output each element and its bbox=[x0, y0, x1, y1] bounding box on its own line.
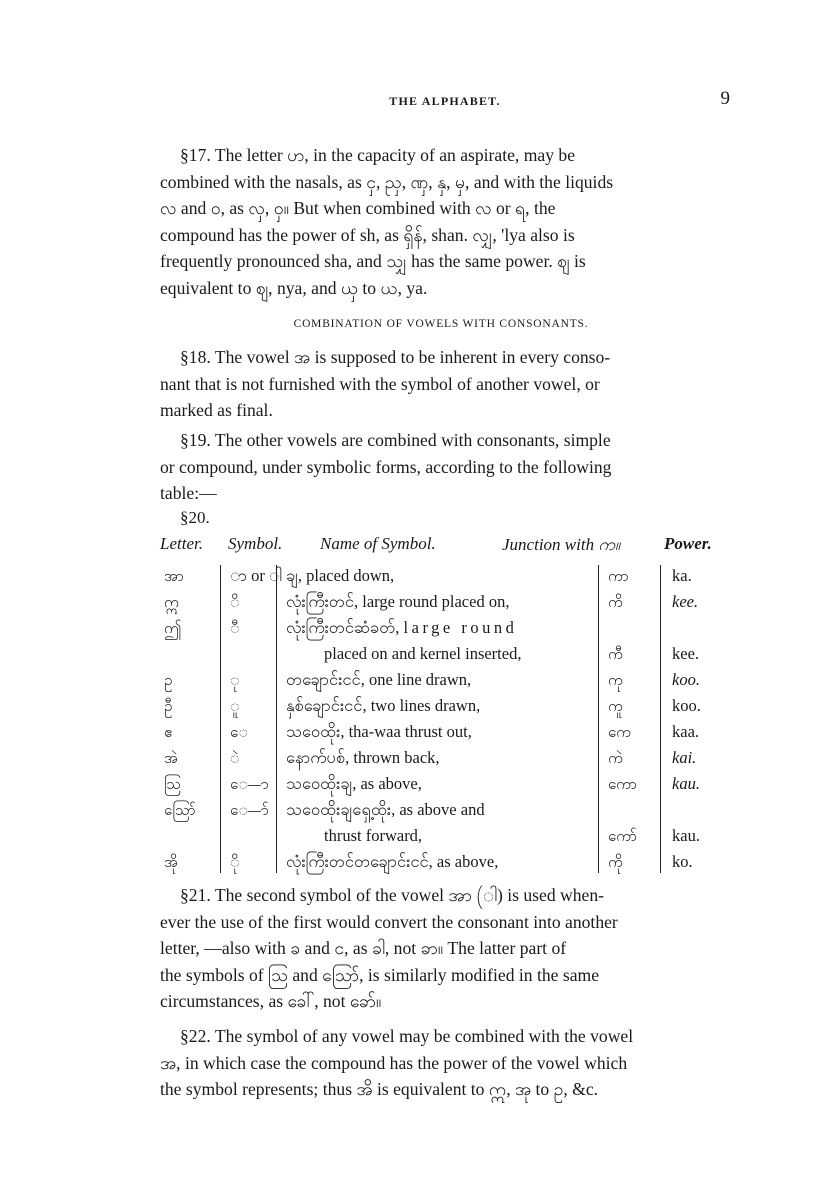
cell-letter: အို bbox=[164, 853, 178, 871]
cell-power: kaa. bbox=[672, 722, 700, 741]
running-title: THE ALPHABET. bbox=[389, 94, 501, 108]
cell-name: နောက်ပစ်, thrown back, bbox=[286, 748, 440, 767]
table-row bbox=[160, 693, 732, 719]
paragraph-22 bbox=[160, 1023, 722, 1103]
cell-symbol: ာ or ါ bbox=[230, 566, 283, 585]
cell-symbol: ေ—ာ bbox=[230, 775, 269, 793]
cell-junction: ကိ bbox=[608, 593, 623, 611]
table-row bbox=[160, 771, 732, 797]
cell-name: တချောင်းငင်, one line drawn, bbox=[286, 670, 472, 689]
table-row bbox=[160, 563, 732, 589]
table-row bbox=[160, 641, 732, 667]
paragraph-line: marked as final. bbox=[160, 400, 273, 420]
cell-letter: ဦ bbox=[164, 697, 173, 715]
cell-symbol: ဲ bbox=[230, 749, 240, 767]
table-row bbox=[160, 719, 732, 745]
header-junction: Junction with က။ bbox=[502, 535, 621, 554]
cell-symbol: ေ—ာ် bbox=[230, 801, 269, 819]
paragraph-line: §21. The second symbol of the vowel အာ (ါ) is used when- bbox=[180, 885, 604, 905]
section-heading: COMBINATION OF VOWELS WITH CONSONANTS. bbox=[293, 318, 589, 330]
paragraph-line: equivalent to ဈ, nya, and ယှ to ယ, ya. bbox=[160, 277, 428, 298]
cell-power: kee. bbox=[672, 592, 699, 611]
cell-junction: ကို bbox=[608, 853, 623, 871]
cell-name-english: large round bbox=[403, 618, 518, 637]
cell-letter: ဣ bbox=[164, 593, 179, 611]
cell-name: သဝေထိုးချ, as above, bbox=[286, 774, 422, 793]
table-row bbox=[160, 823, 732, 849]
cell-power: kau. bbox=[672, 826, 700, 845]
cell-name: သဝေထိုးချရှေ့ထိုး, as above and bbox=[286, 800, 485, 819]
paragraph-line: frequently pronounced sha, and သျှ has the same power. ဈ is bbox=[160, 251, 586, 271]
paragraph-line: §22. The symbol of any vowel may be combined with the vowel bbox=[180, 1026, 634, 1046]
section-20-label: §20. bbox=[180, 508, 210, 527]
cell-name: သဝေထိုး, tha-waa thrust out, bbox=[286, 722, 472, 741]
cell-power: koo. bbox=[672, 696, 701, 715]
cell-junction: ကော bbox=[608, 775, 637, 793]
paragraph-line: table:— bbox=[160, 483, 217, 503]
cell-name: thrust forward, bbox=[324, 826, 423, 845]
cell-power: ko. bbox=[672, 852, 693, 871]
table-row bbox=[160, 745, 732, 771]
paragraph-line: combined with the nasals, as ငှ, ညှ, ဏှ, နှ, မှ, and with the liquids bbox=[160, 171, 614, 192]
page-number: 9 bbox=[720, 88, 730, 109]
paragraph-line: ever the use of the first would convert the consonant into another bbox=[160, 911, 618, 932]
cell-junction: ကာ bbox=[608, 567, 629, 585]
paragraph-line: or compound, under symbolic forms, according to the following bbox=[160, 456, 612, 477]
cell-name: နှစ်ချောင်းငင်, two lines drawn, bbox=[286, 696, 481, 715]
cell-symbol: ေ bbox=[230, 723, 248, 741]
paragraph-line: အ, in which case the compound has the power of the vowel which bbox=[160, 1052, 628, 1073]
paragraph-line: §19. The other vowels are combined with consonants, simple bbox=[180, 430, 611, 450]
table-row bbox=[160, 615, 732, 641]
cell-name: လုံးကြီးတင်တချောင်းငင်, as above, bbox=[286, 852, 499, 871]
paragraph-line: §18. The vowel အ is supposed to be inherent in every conso- bbox=[180, 347, 611, 367]
cell-power: kau. bbox=[672, 774, 700, 793]
cell-junction: ကု bbox=[608, 671, 623, 689]
cell-letter: ဧ bbox=[164, 723, 173, 741]
cell-junction: ကော် bbox=[608, 827, 637, 845]
cell-junction: ကဲ bbox=[608, 749, 623, 767]
paragraph-21 bbox=[160, 882, 722, 1015]
cell-power: kee. bbox=[672, 644, 700, 663]
cell-symbol: ီ bbox=[230, 619, 240, 637]
cell-name bbox=[286, 615, 517, 641]
cell-symbol: ိ bbox=[230, 593, 240, 611]
cell-symbol: ု bbox=[230, 671, 240, 689]
cell-letter: ဥ bbox=[164, 671, 173, 689]
cell-letter: ဪ bbox=[164, 801, 196, 819]
paragraph-line: circumstances, as ခေါ်, not ခော်။ bbox=[160, 991, 382, 1011]
header-symbol: Symbol. bbox=[228, 534, 283, 553]
paragraph-line: nant that is not furnished with the symbol of another vowel, or bbox=[160, 373, 600, 394]
cell-name-burmese: လုံးကြီးတင်ဆံခတ်, bbox=[286, 618, 404, 637]
cell-letter: အာ bbox=[164, 567, 184, 585]
cell-junction: ကီ bbox=[608, 645, 623, 663]
table-header bbox=[160, 534, 732, 558]
cell-junction: ကေ bbox=[608, 723, 631, 741]
table-row bbox=[160, 849, 732, 875]
paragraph-18 bbox=[160, 344, 722, 424]
header-letter: Letter. bbox=[160, 534, 203, 553]
cell-letter: ဤ bbox=[164, 619, 182, 637]
cell-power: ka. bbox=[672, 566, 692, 585]
vowel-symbol-table bbox=[160, 563, 732, 877]
table-row bbox=[160, 797, 732, 823]
paragraph-line: လ and ဝ, as လှ, ဝှ။ But when combined with လ or ရ, the bbox=[160, 198, 556, 218]
table-row bbox=[160, 589, 732, 615]
paragraph-line: compound has the power of sh, as ရှိန်, shan. လျှ, 'lya also is bbox=[160, 224, 575, 245]
cell-letter: ဩ bbox=[164, 775, 182, 793]
paragraph-line: the symbol represents; thus အိ is equivalent to ဣ, အု to ဥ, &c. bbox=[160, 1079, 599, 1099]
paragraph-line: the symbols of ဩ and ဪ, is similarly modified in the same bbox=[160, 964, 600, 985]
header-power: Power. bbox=[664, 534, 712, 553]
cell-symbol: ူ bbox=[230, 697, 240, 715]
cell-junction: ကူ bbox=[608, 697, 623, 715]
cell-power: kai. bbox=[672, 748, 697, 767]
cell-name: ချ, placed down, bbox=[286, 566, 395, 585]
paragraph-17 bbox=[160, 142, 722, 301]
cell-name: placed on and kernel inserted, bbox=[324, 644, 522, 663]
cell-name: လုံးကြီးတင်, large round placed on, bbox=[286, 592, 510, 611]
cell-letter: အဲ bbox=[164, 749, 178, 767]
cell-power: koo. bbox=[672, 670, 700, 689]
header-name: Name of Symbol. bbox=[320, 534, 436, 553]
paragraph-19 bbox=[160, 427, 722, 507]
paragraph-line: §17. The letter ဟ, in the capacity of an aspirate, may be bbox=[180, 145, 576, 165]
table-row bbox=[160, 667, 732, 693]
paragraph-line: letter, —also with ခ and င, as ခါ, not ခာ။ The latter part of bbox=[160, 938, 567, 958]
cell-symbol: ို bbox=[230, 853, 240, 871]
